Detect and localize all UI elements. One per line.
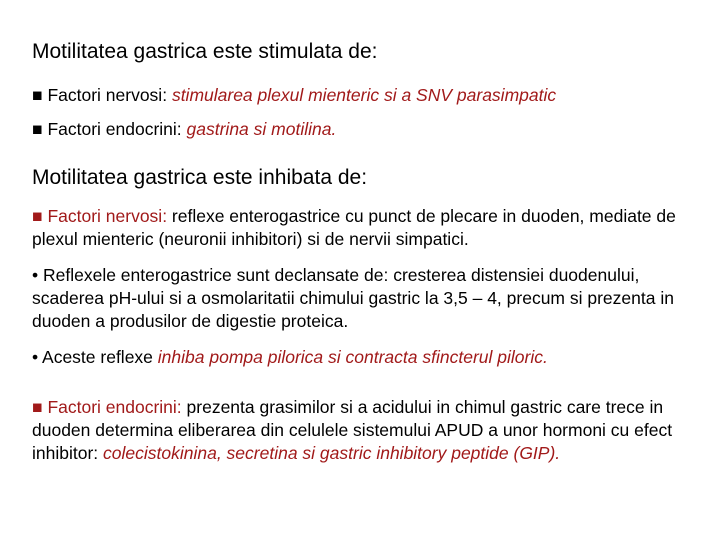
reflex-effect-text: • Aceste reflexe <box>32 347 158 367</box>
endocrine-factors-detail: gastrina si motilina. <box>186 119 337 139</box>
endocrine-factors-label: Factori endocrini: <box>42 119 187 139</box>
inhibition-endocrine-paragraph <box>32 396 716 465</box>
square-bullet-icon: ■ <box>32 206 43 226</box>
nervous-factors-label: Factori nervosi: <box>42 85 172 105</box>
hormones-emphasis: colecistokinina, secretina si gastric inhibitory peptide (GIP). <box>103 443 561 463</box>
stimulation-endocrine-item <box>32 118 716 141</box>
reflex-effect-paragraph <box>32 346 716 369</box>
inhibition-nervous-text: reflexe enterogastrice cu punct de plecare in duoden, mediate de plexul mienteric (neuronii inhibitori) si de nervii simpatici. <box>32 206 676 249</box>
inhibition-endocrine-label: Factori endocrini: <box>42 397 182 417</box>
nervous-factors-detail: stimularea plexul mienteric si a SNV parasimpatic <box>171 85 557 105</box>
section-2-title: Motilitatea gastrica este inhibata de: <box>32 166 368 189</box>
square-bullet-icon: ■ <box>32 397 43 417</box>
square-bullet-icon: ■ <box>32 119 43 139</box>
inhibition-nervous-label: Factori nervosi: <box>42 206 168 226</box>
inhibition-nervous-paragraph <box>32 205 716 251</box>
stimulation-nervous-item <box>32 84 716 107</box>
reflex-effect-emphasis: inhiba pompa pilorica si contracta sfincterul piloric. <box>157 347 548 367</box>
section-1-title: Motilitatea gastrica este stimulata de: <box>32 40 378 63</box>
square-bullet-icon: ■ <box>32 85 43 105</box>
inhibition-endocrine-text: prezenta grasimilor si a acidului in chimul gastric care trece in duoden determina eliberarea din celulele sistemului APUD a unor hormoni cu efect inhibitor: <box>32 397 673 463</box>
reflex-trigger-paragraph: • Reflexele enterogastrice sunt declansate de: cresterea distensiei duodenului, scaderea pH-ului si a osmolaritatii chimului gastric la 3,5 – 4, precum si prezenta in duoden a produsilor de digestie proteica. <box>32 265 674 331</box>
